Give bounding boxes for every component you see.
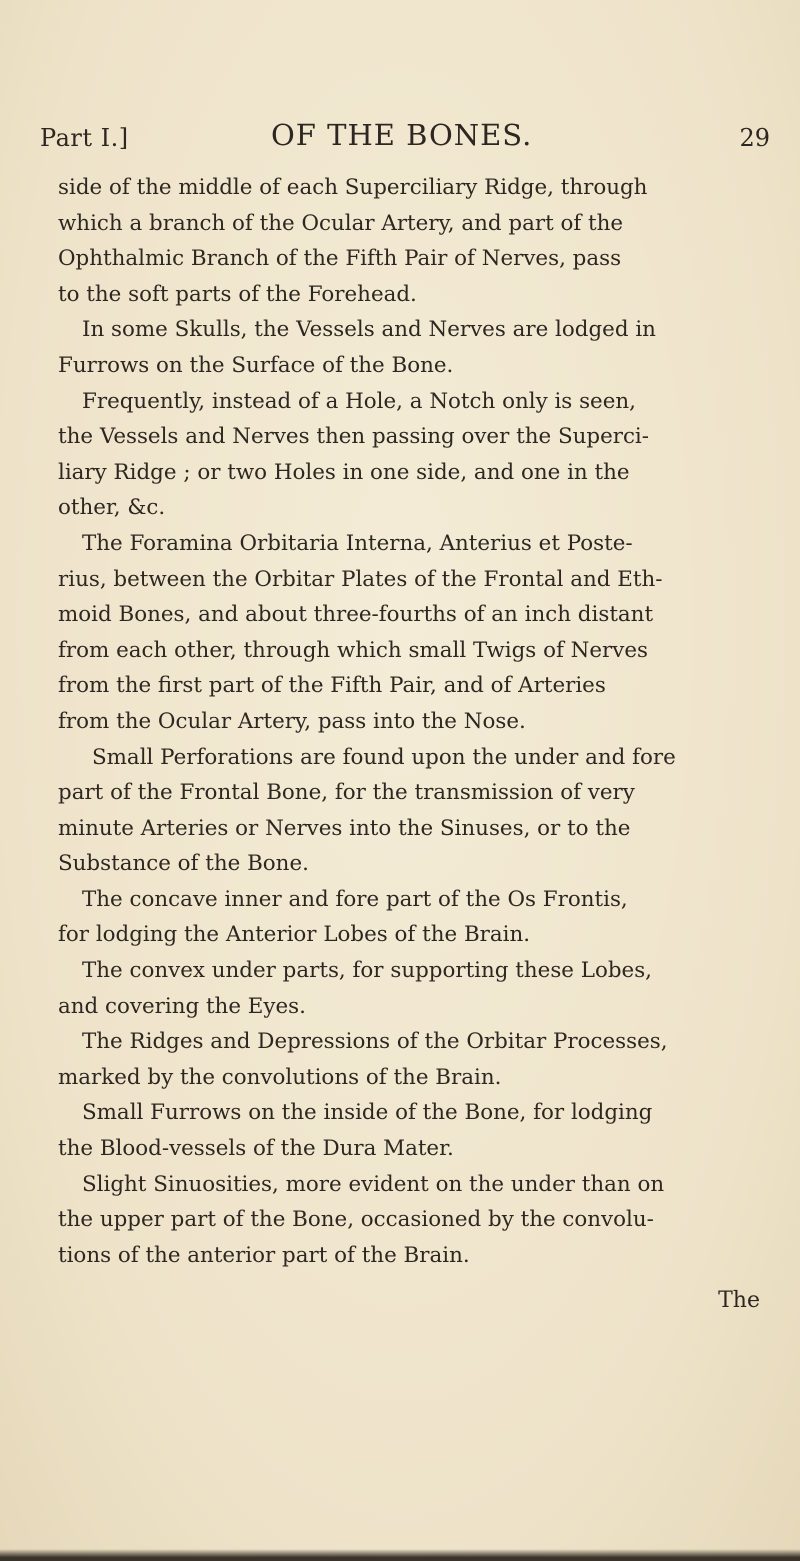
text-line: and covering the Eyes. <box>58 993 306 1019</box>
text-line: liary Ridge ; or two Holes in one side, and one in the <box>58 459 630 485</box>
text-line: from each other, through which small Twigs of Nerves <box>58 637 648 663</box>
text-line: The concave inner and fore part of the Os Frontis, <box>82 886 628 912</box>
text-line: from the Ocular Artery, pass into the Nose. <box>58 708 526 734</box>
text-line: moid Bones, and about three-fourths of an inch distant <box>58 602 654 628</box>
text-line: which a branch of the Ocular Artery, and part of the <box>58 210 624 236</box>
running-title: OF THE BONES. <box>271 118 533 152</box>
page-number: 29 <box>739 124 770 152</box>
text-line: The Ridges and Depressions of the Orbitar Processes, <box>82 1029 668 1055</box>
text-line: the Vessels and Nerves then passing over the Superci- <box>58 424 649 450</box>
text-line: Slight Sinuosities, more evident on the under than on <box>82 1171 665 1197</box>
text-line: Furrows on the Surface of the Bone. <box>58 352 454 378</box>
running-header <box>40 118 770 162</box>
text-line: Small Furrows on the inside of the Bone, for lodging <box>82 1100 653 1126</box>
text-line: tions of the anterior part of the Brain. <box>58 1242 470 1268</box>
text-line: part of the Frontal Bone, for the transmission of very <box>58 780 635 806</box>
text-line: The Foramina Orbitaria Interna, Anterius et Poste- <box>82 530 633 556</box>
text-line: other, &c. <box>58 495 166 521</box>
text-line: rius, between the Orbitar Plates of the Frontal and Eth- <box>58 566 663 592</box>
text-line: to the soft parts of the Forehead. <box>58 281 417 307</box>
text-line: The convex under parts, for supporting these Lobes, <box>82 958 652 984</box>
text-line: side of the middle of each Superciliary Ridge, through <box>58 175 648 200</box>
text-line: In some Skulls, the Vessels and Nerves are lodged in <box>82 317 656 343</box>
part-label: Part I.] <box>40 124 129 152</box>
text-line: minute Arteries or Nerves into the Sinuses, or to the <box>58 815 631 841</box>
text-line: from the first part of the Fifth Pair, and of Arteries <box>58 673 606 699</box>
text-line: Substance of the Bone. <box>58 851 309 877</box>
text-line: Ophthalmic Branch of the Fifth Pair of Nerves, pass <box>58 246 622 272</box>
text-line: Frequently, instead of a Hole, a Notch only is seen, <box>82 388 636 414</box>
catchword: The <box>718 1288 760 1313</box>
page-bottom-edge <box>0 1549 800 1561</box>
text-line: the Blood-vessels of the Dura Mater. <box>58 1136 454 1162</box>
text-line: the upper part of the Bone, occasioned by the convolu- <box>58 1207 654 1233</box>
text-line: Small Perforations are found upon the under and fore <box>92 744 676 770</box>
text-line: marked by the convolutions of the Brain. <box>58 1064 502 1090</box>
page-body <box>58 170 768 1273</box>
text-line: for lodging the Anterior Lobes of the Brain. <box>58 922 531 948</box>
